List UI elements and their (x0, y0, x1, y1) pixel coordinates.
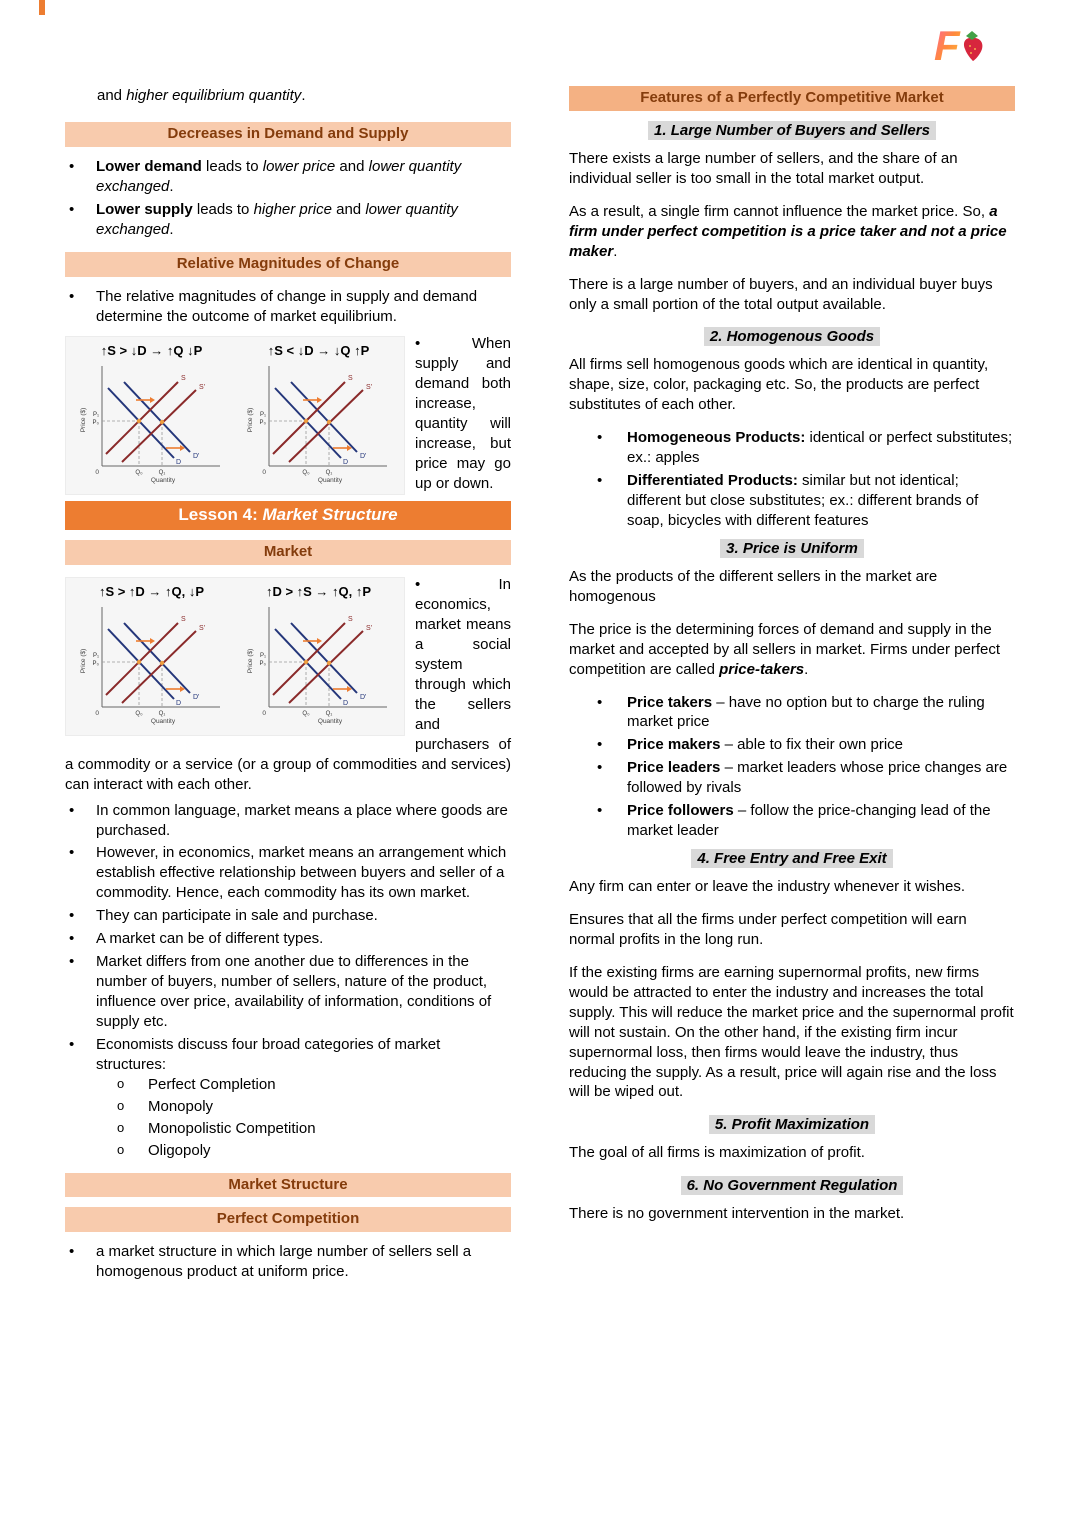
demand-label: D (175, 458, 181, 466)
left-column (65, 86, 511, 1290)
supply-demand-plot (245, 362, 393, 488)
list-item: • Market differs from one another due to differences in the number of buyers, number of sellers, nature of the product, influence over price, availability of information, conditions of supply etc. (65, 952, 511, 1032)
perfect-competition-bullet-list (65, 1242, 511, 1282)
origin-label: 0 (94, 468, 99, 476)
subheading-text: 6. No Government Regulation (681, 1176, 904, 1195)
bullet-marker: • (415, 335, 421, 353)
figure-supply-demand-1 (65, 334, 511, 494)
section-header-relative-magnitudes: Relative Magnitudes of Change (65, 252, 511, 277)
section-header-market-structure: Market Structure (65, 1173, 511, 1198)
sublist-item: o Monopoly (96, 1097, 511, 1117)
y-axis-label: Price ($) (246, 407, 254, 432)
subheading-3 (569, 539, 1015, 559)
subheading-text: 5. Profit Maximization (709, 1115, 875, 1134)
demand-shifted-label: D' (359, 693, 366, 701)
demand-curve (275, 388, 341, 458)
supply-label: S (180, 615, 186, 623)
list-item: • Price makers – able to fix their own price (569, 735, 1015, 755)
list-item: • However, in economics, market means an arrangement which establish effective relationship between buyers and seller of a commodity. Hence, each commodity has its own market. (65, 843, 511, 903)
graph-canvas (235, 362, 402, 488)
quantity0-label: Q₀ (301, 710, 310, 717)
demand-shifted-label: D' (192, 693, 199, 701)
supply-shifted-label: S' (198, 624, 205, 632)
shift-arrow-head (317, 638, 322, 644)
section-header-market: Market (65, 540, 511, 565)
figure-note-text: When supply and demand both increase, quantity will increase, but price may go up or down. (415, 335, 511, 492)
price0-label: P₀ (259, 419, 266, 426)
y-axis-label: Price ($) (246, 648, 254, 673)
subheading-5 (569, 1115, 1015, 1135)
subheading-4 (569, 849, 1015, 869)
paragraph: There exists a large number of sellers, and the share of an individual seller is too small in the total market output. (569, 149, 958, 187)
graph-canvas (68, 362, 235, 488)
list-item: • Lower supply leads to higher price and lower quantity exchanged. (65, 200, 511, 240)
supply-demand-graph (68, 342, 235, 487)
paragraph: If the existing firms are earning supernormal profits, new firms would be attracted to enter the industry and increases the total supply. This will reduce the market price and the supernormal profit will not sustain. On the other hand, if the existing firm incur supernormal loss, then firms would leave the industry, thus reducing the supply. As a result, price will again rise and the loss will be wiped out. (569, 963, 1014, 1101)
subheading-2 (569, 327, 1015, 347)
list-item: • They can participate in sale and purchase. (65, 906, 511, 926)
paragraph: The price is the determining forces of demand and supply in the market and accepted by all sellers in market. Firms under perfect competition are called price-takers. (569, 620, 1001, 678)
equilibrium-point (136, 419, 140, 423)
quantity0-label: Q₀ (134, 469, 143, 476)
figure-note-text: In economics, market means a social system through which the sellers and purchasers of a commodity or a service (or a group of commodities and services) can interact with each other. (65, 576, 511, 793)
paragraph: Ensures that all the firms under perfect competition will earn normal profits in the long run. (569, 910, 967, 948)
demand-label: D (342, 699, 348, 707)
paragraph: All firms sell homogenous goods which are identical in quantity, shape, size, color, packaging etc. So, the products are perfect substitutes of each other. (569, 356, 989, 414)
subheading-text: 1. Large Number of Buyers and Sellers (648, 121, 936, 140)
price1-label: P₁ (92, 411, 99, 418)
supply-label: S (180, 374, 186, 382)
figure-canvas (65, 577, 405, 735)
x-axis-label: Quantity (317, 476, 342, 484)
logo-letter: F (934, 22, 960, 68)
equilibrium-point-2 (326, 660, 330, 664)
shift-arrow-head (150, 638, 155, 644)
list-item: • The relative magnitudes of change in supply and demand determine the outcome of market equilibrium. (65, 287, 511, 327)
equilibrium-point (303, 659, 307, 663)
supply-shifted-label: S' (198, 383, 205, 391)
intro-text: and higher equilibrium quantity. (97, 87, 306, 104)
equilibrium-point-2 (159, 660, 163, 664)
section-header-perfect-competition: Perfect Competition (65, 1207, 511, 1232)
supply-demand-plot (78, 362, 226, 488)
supply-demand-plot (78, 603, 226, 729)
equilibrium-point (303, 419, 307, 423)
graph-title: ↑S > ↓D → ↑Q ↓P (100, 343, 203, 359)
equilibrium-point-2 (159, 420, 163, 424)
figure-canvas (65, 336, 405, 494)
quantity0-label: Q₀ (134, 710, 143, 717)
products-bullet-list (569, 428, 1015, 531)
supply-demand-plot (245, 603, 393, 729)
supply-shifted-label: S' (365, 383, 372, 391)
subheading-text: 3. Price is Uniform (720, 539, 864, 558)
graph-title: ↑D > ↑S → ↑Q, ↑P (265, 584, 372, 600)
demand-label: D (342, 458, 348, 466)
list-item (65, 1035, 511, 1161)
price0-label: P₀ (92, 419, 99, 426)
quantity0-label: Q₀ (301, 469, 310, 476)
decreases-bullet-list (65, 157, 511, 240)
y-axis-label: Price ($) (79, 407, 87, 432)
demand-curve-shifted (291, 623, 357, 693)
origin-label: 0 (261, 709, 266, 717)
subheading-text: 2. Homogenous Goods (704, 327, 880, 346)
lesson-header: Lesson 4: Market Structure (65, 501, 511, 531)
demand-curve (275, 629, 341, 699)
supply-shifted-label: S' (365, 624, 372, 632)
price1-label: P₁ (259, 652, 266, 659)
list-item: • Homogeneous Products: identical or perfect substitutes; ex.: apples (569, 428, 1015, 468)
sublist-item: o Oligopoly (96, 1141, 511, 1161)
supply-demand-graph (235, 342, 402, 487)
demand-curve (108, 629, 174, 699)
logo (922, 22, 994, 68)
list-item: • In common language, market means a place where goods are purchased. (65, 801, 511, 841)
price-roles-bullet-list (569, 693, 1015, 842)
demand-curve-shifted (124, 382, 190, 452)
x-axis-label: Quantity (317, 717, 342, 725)
graph-title: ↑S < ↓D → ↓Q ↑P (267, 343, 370, 359)
y-axis-label: Price ($) (79, 648, 87, 673)
supply-demand-graph (68, 583, 235, 728)
quantity1-label: Q₁ (325, 710, 332, 717)
section-header-features: Features of a Perfectly Competitive Market (569, 86, 1015, 111)
paragraph: The goal of all firms is maximization of profit. (569, 1144, 865, 1162)
supply-demand-graph (235, 583, 402, 728)
list-item-text: Economists discuss four broad categories of market structures: (96, 1035, 441, 1073)
supply-label: S (347, 615, 353, 623)
price0-label: P₀ (92, 660, 99, 667)
market-structure-sublist (96, 1075, 511, 1161)
graph-title: ↑S > ↑D → ↑Q, ↓P (98, 584, 205, 600)
price1-label: P₁ (92, 652, 99, 659)
list-item: • Differentiated Products: similar but not identical; different but close substitutes; ex.: different brands of soap, bicycles with different features (569, 471, 1015, 531)
subheading-6 (569, 1176, 1015, 1196)
quantity1-label: Q₁ (325, 469, 332, 476)
origin-label: 0 (94, 709, 99, 717)
market-bullet-list (65, 801, 511, 1161)
paragraph: As a result, a single firm cannot influence the market price. So, a firm under perfect competition is a price taker and not a price maker. (569, 202, 1007, 260)
price0-label: P₀ (259, 660, 266, 667)
supply-label: S (347, 374, 353, 382)
list-item: • Lower demand leads to lower price and lower quantity exchanged. (65, 157, 511, 197)
right-column (569, 86, 1015, 1290)
list-item: • A market can be of different types. (65, 929, 511, 949)
demand-curve-shifted (124, 623, 190, 693)
demand-shifted-label: D' (359, 452, 366, 460)
strawberry-icon (964, 31, 982, 61)
sublist-item: o Perfect Completion (96, 1075, 511, 1095)
page-edge-mark (39, 0, 45, 15)
equilibrium-point-2 (326, 420, 330, 424)
demand-label: D (175, 699, 181, 707)
paragraph: Any firm can enter or leave the industry whenever it wishes. (569, 878, 966, 895)
price1-label: P₁ (259, 411, 266, 418)
relative-bullet-list (65, 287, 511, 327)
shift-arrow-head (150, 397, 155, 403)
demand-curve-shifted (291, 382, 357, 452)
graph-canvas (68, 603, 235, 729)
x-axis-label: Quantity (150, 717, 175, 725)
subheading-text: 4. Free Entry and Free Exit (691, 849, 892, 868)
list-item: • a market structure in which large number of sellers sell a homogenous product at uniform price. (65, 1242, 511, 1282)
sublist-item: o Monopolistic Competition (96, 1119, 511, 1139)
origin-label: 0 (261, 468, 266, 476)
shift-arrow-head (317, 397, 322, 403)
section-header-decreases: Decreases in Demand and Supply (65, 122, 511, 147)
figure-supply-demand-2 (65, 575, 511, 794)
list-item: • Price takers – have no option but to charge the ruling market price (569, 693, 1015, 733)
bullet-marker: • (415, 576, 421, 594)
list-item: • Price leaders – market leaders whose price changes are followed by rivals (569, 758, 1015, 798)
paragraph: There is a large number of buyers, and an individual buyer buys only a small portion of the total output available. (569, 275, 993, 313)
subheading-1 (569, 121, 1015, 141)
demand-shifted-label: D' (192, 452, 199, 460)
equilibrium-point (136, 659, 140, 663)
paragraph: As the products of the different sellers in the market are homogenous (569, 567, 938, 605)
quantity1-label: Q₁ (158, 710, 165, 717)
demand-curve (108, 388, 174, 458)
list-item: • Price followers – follow the price-changing lead of the market leader (569, 801, 1015, 841)
paragraph: There is no government intervention in the market. (569, 1205, 905, 1223)
quantity1-label: Q₁ (158, 469, 165, 476)
x-axis-label: Quantity (150, 476, 175, 484)
graph-canvas (235, 603, 402, 729)
